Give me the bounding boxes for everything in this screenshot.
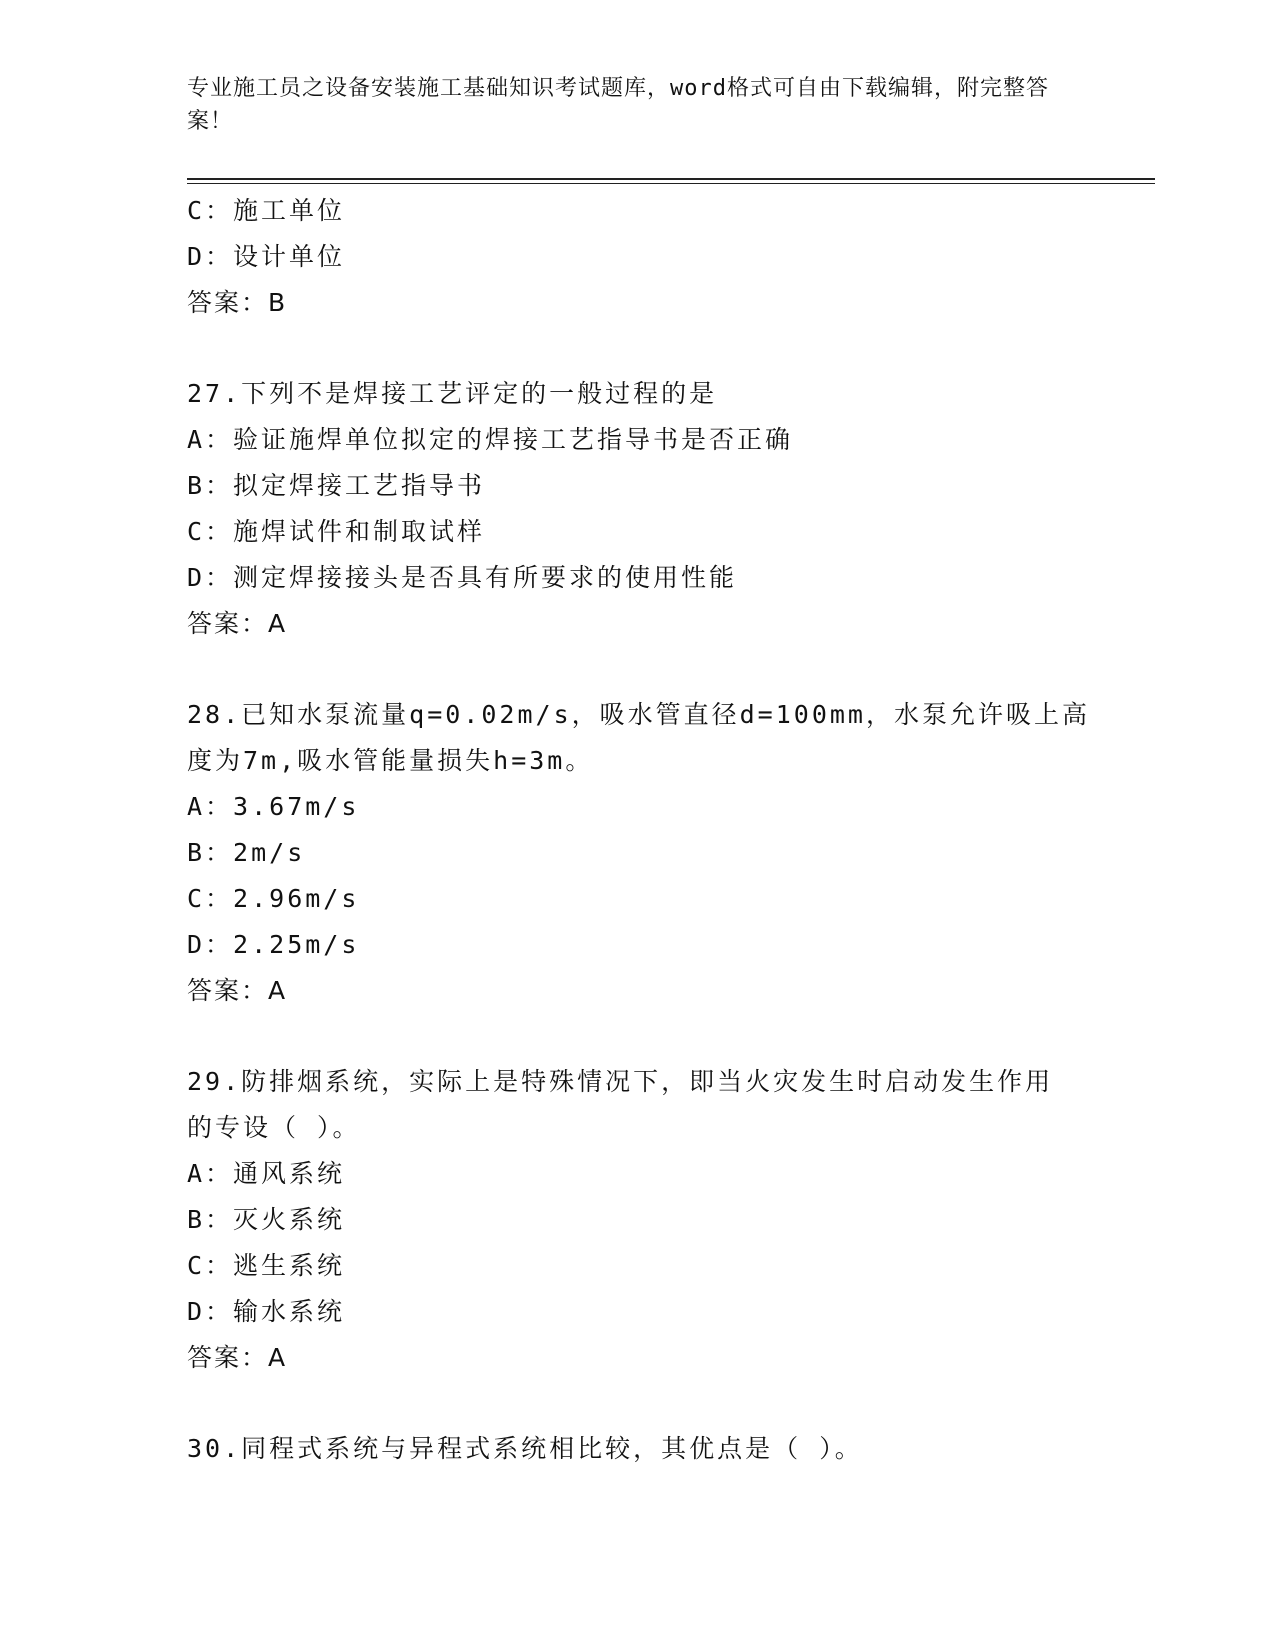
question-stem: 30.同程式系统与异程式系统相比较，其优点是（ ）。 [187, 1434, 863, 1463]
option-d: D：输水系统 [187, 1297, 346, 1326]
option-c: C：施焊试件和制取试样 [187, 517, 486, 546]
option-a: A：通风系统 [187, 1159, 346, 1188]
answer-label: 答案：A [187, 1343, 288, 1372]
question-block [187, 371, 1087, 647]
option-d: D：设计单位 [187, 242, 346, 271]
option-b: B：灭火系统 [187, 1205, 346, 1234]
question-stem-continued: 的专设（ ）。 [187, 1113, 361, 1142]
question-list [187, 188, 1090, 1472]
header-divider-thick [187, 178, 1155, 180]
option-c: C：2.96m/s [187, 884, 360, 913]
question-stem: 28.已知水泵流量q=0.02m/s，吸水管直径d=100mm，水泵允许吸上高 [187, 700, 1090, 729]
question-stem: 29.防排烟系统，实际上是特殊情况下，即当火灾发生时启动发生作用 [187, 1067, 1054, 1096]
option-b: B：拟定焊接工艺指导书 [187, 471, 486, 500]
option-d: D：2.25m/s [187, 930, 360, 959]
option-d: D：测定焊接接头是否具有所要求的使用性能 [187, 563, 738, 592]
option-c: C：施工单位 [187, 196, 346, 225]
answer-label: 答案：B [187, 288, 288, 317]
option-a: A：3.67m/s [187, 792, 360, 821]
option-a: A：验证施焊单位拟定的焊接工艺指导书是否正确 [187, 425, 794, 454]
header-divider-thin [187, 183, 1155, 184]
question-stem: 27.下列不是焊接工艺评定的一般过程的是 [187, 379, 718, 408]
document-header: 专业施工员之设备安装施工基础知识考试题库，word格式可自由下载编辑，附完整答案！ [187, 76, 1049, 134]
option-b: B：2m/s [187, 838, 306, 867]
question-block [187, 188, 1087, 326]
question-block [187, 692, 1090, 1014]
answer-label: 答案：A [187, 976, 288, 1005]
option-c: C：逃生系统 [187, 1251, 346, 1280]
answer-label: 答案：A [187, 609, 288, 638]
question-block [187, 1059, 1087, 1381]
question-stem-continued: 度为7m,吸水管能量损失h=3m。 [187, 746, 594, 775]
question-block [187, 1426, 1087, 1472]
